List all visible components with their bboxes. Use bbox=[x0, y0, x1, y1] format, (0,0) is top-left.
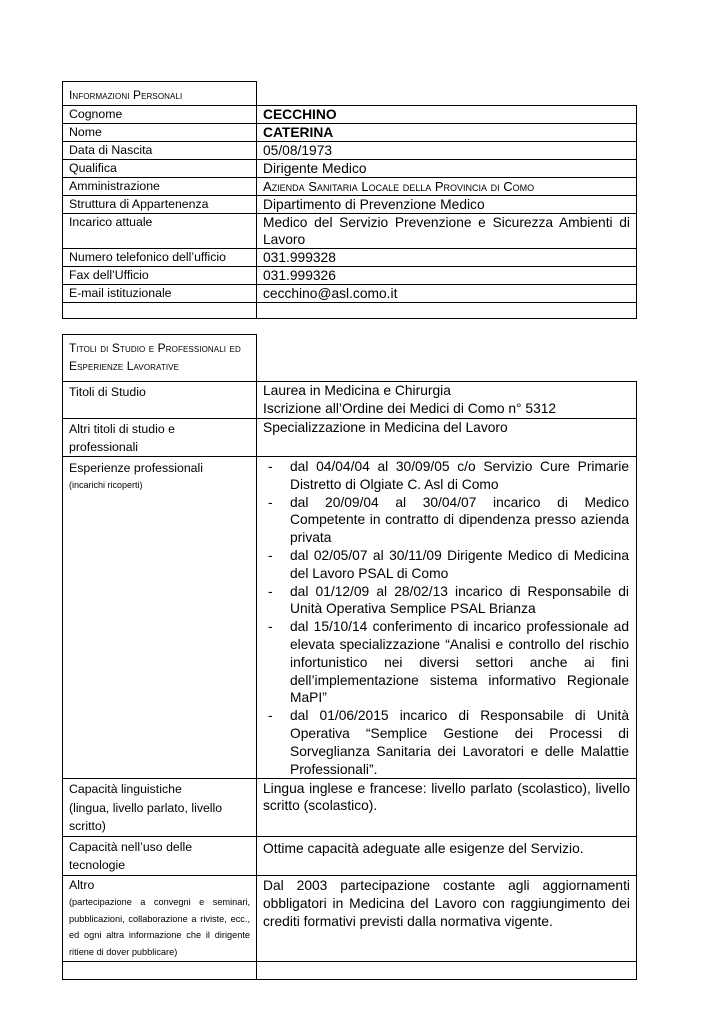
altro-label: Altro bbox=[69, 877, 95, 892]
value-amministrazione-cell bbox=[257, 178, 637, 196]
titoli-line2: Iscrizione all’Ordine dei Medici di Como n° 5312 bbox=[263, 401, 557, 416]
table-row bbox=[63, 249, 637, 267]
altro-sublabel: (partecipazione a convegni e seminari, pubblicazioni, collaborazione a riviste, ecc., ed ogni altra informazione che il dirigente ritiene di dover pubblicare) bbox=[69, 896, 250, 958]
label-fax: Fax dell’Ufficio bbox=[63, 267, 257, 285]
list-item bbox=[263, 458, 629, 494]
table-row bbox=[63, 124, 637, 142]
value-qualifica: Dirigente Medico bbox=[257, 160, 637, 178]
value-amministrazione: Azienda Sanitaria Locale della Provincia di Como bbox=[263, 179, 535, 194]
bullet-dash: - bbox=[268, 494, 273, 510]
label-altri-titoli bbox=[63, 419, 257, 457]
label-cognome: Cognome bbox=[63, 106, 257, 124]
value-lingue: Lingua inglese e francese: livello parlato (scolastico), livello scritto (scolastico). bbox=[257, 779, 637, 837]
lingue-label-line2: (lingua, livello parlato, livello bbox=[69, 800, 223, 815]
section-titoli-tab bbox=[62, 334, 257, 381]
table-row-empty bbox=[63, 303, 637, 319]
label-amministrazione: Amministrazione bbox=[63, 178, 257, 196]
list-item bbox=[263, 583, 629, 619]
titoli-table bbox=[62, 381, 637, 980]
value-cognome: CECCHINO bbox=[257, 106, 637, 124]
label-lingue bbox=[63, 779, 257, 837]
tecnologie-label-line2: tecnologie bbox=[69, 858, 126, 873]
lingue-label-line3: scritto) bbox=[69, 819, 106, 834]
list-item bbox=[263, 618, 629, 707]
label-struttura: Struttura di Appartenenza bbox=[63, 196, 257, 214]
esperienze-list bbox=[263, 458, 629, 778]
value-esperienze bbox=[257, 457, 637, 779]
table-row bbox=[63, 875, 637, 961]
titoli-line1: Laurea in Medicina e Chirurgia bbox=[263, 383, 451, 398]
value-incarico: Medico del Servizio Prevenzione e Sicurezza Ambienti di Lavoro bbox=[257, 214, 637, 249]
table-row bbox=[63, 196, 637, 214]
altri-label-line1: Altri titoli di studio e bbox=[69, 422, 175, 436]
bullet-dash: - bbox=[268, 619, 273, 635]
esperienze-item-5: dal 15/10/14 conferimento di incarico professionale ad elevata specializzazione “Analisi e controllo del rischio infortunistico nei diversi settori anche ai fini dell’implementazione sistema informativo Regionale MaPI” bbox=[290, 619, 629, 706]
table-row bbox=[63, 178, 637, 196]
value-nome: CATERINA bbox=[257, 124, 637, 142]
value-tecnologie: Ottime capacità adeguate alle esigenze del Servizio. bbox=[257, 836, 637, 875]
section-personal-info-title: Informazioni Personali bbox=[69, 88, 183, 102]
bullet-dash: - bbox=[268, 583, 273, 599]
label-titoli-studio bbox=[63, 382, 257, 419]
section-personal-info-tab bbox=[62, 81, 257, 105]
table-row bbox=[63, 419, 637, 457]
table-row bbox=[63, 285, 637, 303]
table-row bbox=[63, 214, 637, 249]
value-altro: Dal 2003 partecipazione costante agli aggiornamenti obbligatori in Medicina del Lavoro con raggiungimento dei crediti formativi previsti dalla normativa vigente. bbox=[257, 875, 637, 961]
table-row bbox=[63, 836, 637, 875]
value-telefono: 031.999328 bbox=[257, 249, 637, 267]
bullet-dash: - bbox=[268, 459, 273, 474]
table-row-empty bbox=[63, 962, 637, 980]
value-altri-titoli: Specializzazione in Medicina del Lavoro bbox=[257, 419, 637, 457]
empty-cell bbox=[257, 962, 637, 980]
value-titoli-studio bbox=[257, 382, 637, 419]
esperienze-item-2: dal 20/09/04 al 30/04/07 incarico di Medico Competente in contratto di dipendenza presso azienda privata bbox=[290, 494, 629, 546]
value-fax: 031.999326 bbox=[257, 267, 637, 285]
bullet-dash: - bbox=[268, 708, 273, 724]
label-data-nascita: Data di Nascita bbox=[63, 142, 257, 160]
label-nome: Nome bbox=[63, 124, 257, 142]
value-data-nascita: 05/08/1973 bbox=[257, 142, 637, 160]
section-titoli-title-line1: Titoli di Studio e Professionali ed bbox=[69, 341, 241, 355]
label-titoli-studio-text: Titoli di Studio bbox=[69, 385, 146, 399]
table-row bbox=[63, 779, 637, 837]
value-email: cecchino@asl.como.it bbox=[257, 285, 637, 303]
altri-label-line2: professionali bbox=[69, 440, 139, 454]
table-row bbox=[63, 160, 637, 178]
esperienze-label: Esperienze professionali bbox=[69, 461, 203, 475]
esperienze-sublabel: (incarichi ricoperti) bbox=[69, 480, 143, 490]
tecnologie-label-line1: Capacità nell’uso delle bbox=[69, 839, 193, 854]
label-incarico: Incarico attuale bbox=[63, 214, 257, 249]
section-titoli-title-line2: Esperienze Lavorative bbox=[69, 359, 180, 373]
empty-cell bbox=[63, 962, 257, 980]
esperienze-item-1: dal 04/04/04 al 30/09/05 c/o Servizio Cure Primarie Distretto di Olgiate C. Asl di Como bbox=[290, 459, 629, 492]
table-row bbox=[63, 142, 637, 160]
esperienze-item-3: dal 02/05/07 al 30/11/09 Dirigente Medico di Medicina del Lavoro PSAL di Como bbox=[290, 547, 629, 581]
label-qualifica: Qualifica bbox=[63, 160, 257, 178]
label-tecnologie bbox=[63, 836, 257, 875]
label-esperienze bbox=[63, 457, 257, 779]
esperienze-item-4: dal 01/12/09 al 28/02/13 incarico di Responsabile di Unità Operativa Semplice PSAL Brianza bbox=[290, 583, 629, 617]
table-row bbox=[63, 106, 637, 124]
list-item bbox=[263, 707, 629, 778]
personal-info-table bbox=[62, 105, 637, 319]
list-item bbox=[263, 494, 629, 547]
label-email: E-mail istituzionale bbox=[63, 285, 257, 303]
label-telefono: Numero telefonico dell’ufficio bbox=[63, 249, 257, 267]
empty-cell bbox=[63, 303, 257, 319]
bullet-dash: - bbox=[268, 547, 273, 563]
lingue-label-line1: Capacità linguistiche bbox=[69, 782, 182, 797]
table-row bbox=[63, 382, 637, 419]
esperienze-item-6: dal 01/06/2015 incarico di Responsabile di Unità Operativa “Semplice Gestione dei Processi di Sorveglianza Sanitaria dei Lavoratori e delle Malattie Professionali”. bbox=[290, 708, 629, 777]
label-altro bbox=[63, 875, 257, 961]
table-row bbox=[63, 267, 637, 285]
empty-cell bbox=[257, 303, 637, 319]
table-row bbox=[63, 457, 637, 779]
value-struttura: Dipartimento di Prevenzione Medico bbox=[257, 196, 637, 214]
list-item bbox=[263, 547, 629, 583]
